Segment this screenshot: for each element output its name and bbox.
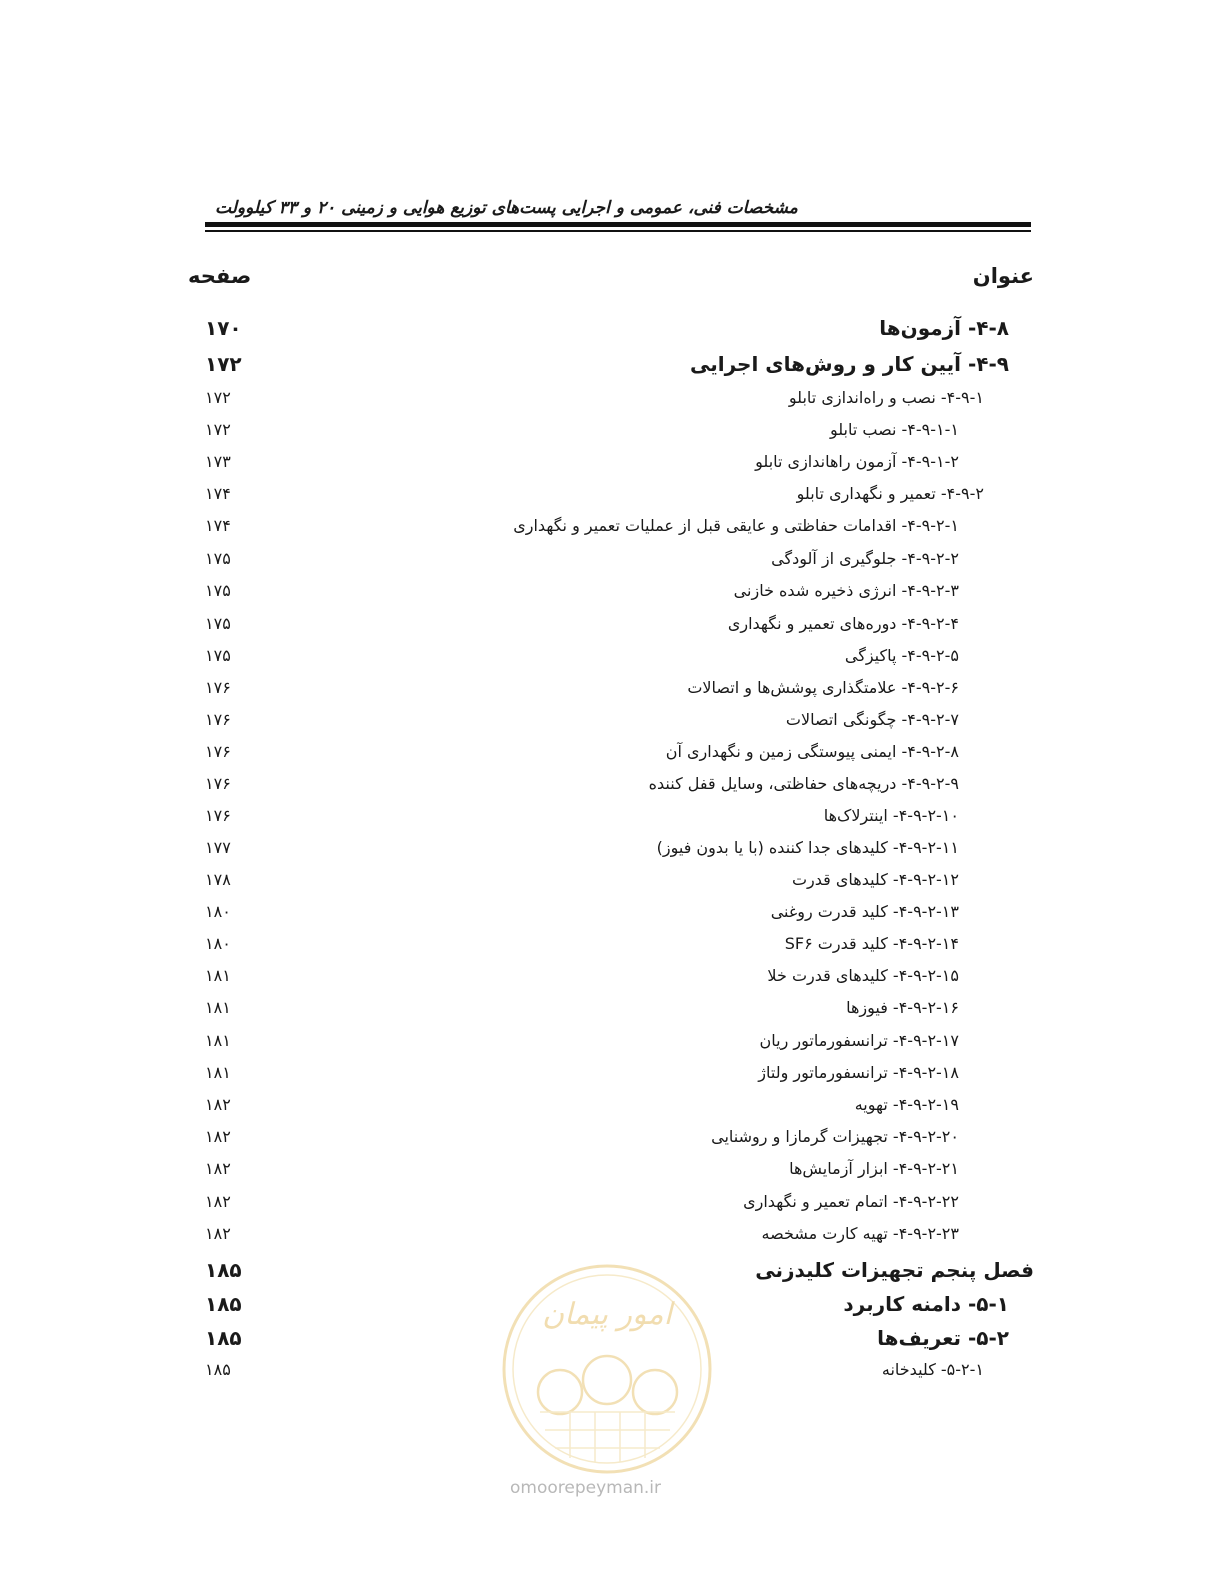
toc-entry-page: ۱۸۵ (205, 1292, 242, 1316)
toc-entry (0, 1224, 1224, 1256)
toc-entry (0, 581, 1224, 613)
toc-entry-page: ۱۸۱ (205, 966, 231, 985)
toc-entry-title: ۴-۹-۲-۷- چگونگی اتصالات (785, 710, 959, 729)
toc-entry (0, 1095, 1224, 1127)
toc-entry (0, 1031, 1224, 1063)
toc-entry-title: ۴-۹-۲-۱۷- ترانسفورماتور ریان (759, 1031, 959, 1050)
footer-watermark-url: omoorepeyman.ir (510, 1478, 662, 1498)
toc-entry-page: ۱۷۲ (205, 420, 231, 439)
toc-entry (0, 966, 1224, 998)
toc-entry-title: ۴-۹-۲-۱۱- کلیدهای جدا کننده (با یا بدون فیوز) (656, 838, 959, 857)
toc-entry-title: فصل پنجم تجهیزات کلیدزنی (755, 1258, 1034, 1282)
toc-entry-title: ۴-۹-۲-۱- اقدامات حفاظتی و عایقی قبل از عملیات تعمیر و نگهداری (513, 516, 959, 535)
toc-entry-title: ۴-۹-۲-۲۲- اتمام تعمیر و نگهداری (743, 1192, 959, 1211)
toc-entry-title: ۴-۹-۱-۲- آزمون راهاندازی تابلو (755, 452, 959, 471)
toc-entry (0, 870, 1224, 902)
toc-entry-page: ۱۷۴ (205, 516, 231, 535)
toc-entry-title: ۵-۱- دامنه کاربرد (843, 1292, 1009, 1316)
toc-entry (0, 806, 1224, 838)
toc-entry-page: ۱۷۴ (205, 484, 231, 503)
toc-entry-title: ۴-۸- آزمون‌ها (879, 316, 1009, 340)
seal-watermark (500, 1262, 714, 1476)
header-rule-thin (205, 230, 1031, 232)
toc-entry-page: ۱۷۵ (205, 549, 231, 568)
toc-entry-title: ۴-۹-۱- نصب و راه‌اندازی تابلو (788, 388, 984, 407)
toc-entry-title: ۵-۲- تعریف‌ها (877, 1326, 1009, 1350)
toc-entry-title: ۴-۹-۲-۱۰- اینترلاک‌ها (823, 806, 959, 825)
toc-entry-page: ۱۷۶ (205, 710, 231, 729)
toc-entry-title: ۴-۹-۲-۱۴- کلید قدرت SF۶ (784, 934, 959, 953)
toc-entry (0, 352, 1224, 384)
toc-entry-page: ۱۷۵ (205, 614, 231, 633)
toc-entry-title: ۴-۹-۲-۲۳- تهیه کارت مشخصه (761, 1224, 959, 1243)
toc-entry (0, 1159, 1224, 1191)
toc-entry-page: ۱۷۲ (205, 352, 242, 376)
toc-entry-page: ۱۷۸ (205, 870, 231, 889)
toc-entry-page: ۱۸۰ (205, 902, 231, 921)
toc-entry-title: ۴-۹-۱-۱- نصب تابلو (829, 420, 959, 439)
toc-entry-page: ۱۷۶ (205, 742, 231, 761)
toc-entry (0, 388, 1224, 420)
toc-entry (0, 998, 1224, 1030)
toc-entry-title: ۴-۹-۲-۱۵- کلیدهای قدرت خلا (767, 966, 959, 985)
seal-text: امور پیمان (542, 1297, 672, 1332)
toc-entry-page: ۱۸۱ (205, 998, 231, 1017)
running-header: مشخصات فنی، عمومی و اجرایی پست‌های توزیع هوایی و زمینی ۲۰ و ۳۳ کیلوولت (215, 198, 798, 218)
toc-entry-title: ۴-۹-۲- تعمیر و نگهداری تابلو (796, 484, 984, 503)
toc-entry-title: ۴-۹-۲-۶- علامتگذاری پوشش‌ها و اتصالات (687, 678, 959, 697)
toc-entry (0, 710, 1224, 742)
toc-entry (0, 1127, 1224, 1159)
toc-entry-page: ۱۷۲ (205, 388, 231, 407)
toc-entry-page: ۱۷۵ (205, 581, 231, 600)
toc-entry (0, 838, 1224, 870)
toc-entry (0, 1063, 1224, 1095)
toc-entry-title: ۴-۹-۲-۱۶- فیوزها (846, 998, 959, 1017)
toc-entry-page: ۱۷۶ (205, 774, 231, 793)
toc-entry (0, 452, 1224, 484)
toc-entry-page: ۱۸۵ (205, 1326, 242, 1350)
toc-entry-title: ۴-۹-۲-۱۳- کلید قدرت روغنی (770, 902, 959, 921)
toc-entry (0, 484, 1224, 516)
toc-entry-page: ۱۸۲ (205, 1127, 231, 1146)
toc-entry-title: ۴-۹-۲-۲- جلوگیری از آلودگی (771, 549, 959, 568)
toc-entry-page: ۱۸۱ (205, 1031, 231, 1050)
toc-entry (0, 678, 1224, 710)
toc-entry-title: ۴-۹-۲-۳- انرژی ذخیره شده خازنی (733, 581, 959, 600)
toc-entry-page: ۱۷۵ (205, 646, 231, 665)
toc-entry-page: ۱۷۳ (205, 452, 231, 471)
toc-entry-title: ۴-۹- آیین کار و روش‌های اجرایی (689, 352, 1009, 376)
toc-entry-title: ۴-۹-۲-۹- دریچه‌های حفاظتی، وسایل قفل کننده (648, 774, 959, 793)
toc-entry (0, 614, 1224, 646)
toc-entry-page: ۱۸۲ (205, 1159, 231, 1178)
column-page-heading: صفحه (188, 264, 252, 288)
toc-entry (0, 316, 1224, 348)
toc-entry-title: ۴-۹-۲-۴- دوره‌های تعمیر و نگهداری (727, 614, 959, 633)
toc-entry-title: ۴-۹-۲-۱۸- ترانسفورماتور ولتاژ (758, 1063, 959, 1082)
toc-entry-page: ۱۸۲ (205, 1224, 231, 1243)
toc-entry (0, 902, 1224, 934)
toc-entry-title: ۴-۹-۲-۸- ایمنی پیوستگی زمین و نگهداری آن (665, 742, 959, 761)
toc-entry-page: ۱۷۷ (205, 838, 231, 857)
toc-entry-title: ۴-۹-۲-۲۰- تجهیزات گرمازا و روشنایی (711, 1127, 959, 1146)
toc-entry (0, 549, 1224, 581)
toc-entry (0, 934, 1224, 966)
toc-entry-page: ۱۸۲ (205, 1192, 231, 1211)
toc-entry (0, 742, 1224, 774)
toc-entry-page: ۱۸۵ (205, 1360, 231, 1379)
toc-entry (0, 646, 1224, 678)
toc-entry-page: ۱۷۶ (205, 678, 231, 697)
toc-entry-title: ۴-۹-۲-۱۹- تهویه (854, 1095, 959, 1114)
toc-entry-page: ۱۸۰ (205, 934, 231, 953)
toc-entry (0, 516, 1224, 548)
header-rule-thick (205, 222, 1031, 227)
toc-entry (0, 774, 1224, 806)
toc-entry-title: ۴-۹-۲-۱۲- کلیدهای قدرت (791, 870, 959, 889)
toc-entry-page: ۱۸۵ (205, 1258, 242, 1282)
toc-entry-title: ۴-۹-۲-۲۱- ابزار آزمایش‌ها (789, 1159, 959, 1178)
toc-entry-page: ۱۸۲ (205, 1095, 231, 1114)
toc-entry (0, 420, 1224, 452)
column-title-heading: عنوان (972, 264, 1034, 288)
toc-entry-title: ۵-۲-۱- کلیدخانه (881, 1360, 984, 1379)
toc-entry-title: ۴-۹-۲-۵- پاکیزگی (844, 646, 959, 665)
toc-entry-page: ۱۷۶ (205, 806, 231, 825)
toc-entry (0, 1192, 1224, 1224)
toc-entry-page: ۱۷۰ (205, 316, 242, 340)
toc-entry-page: ۱۸۱ (205, 1063, 231, 1082)
